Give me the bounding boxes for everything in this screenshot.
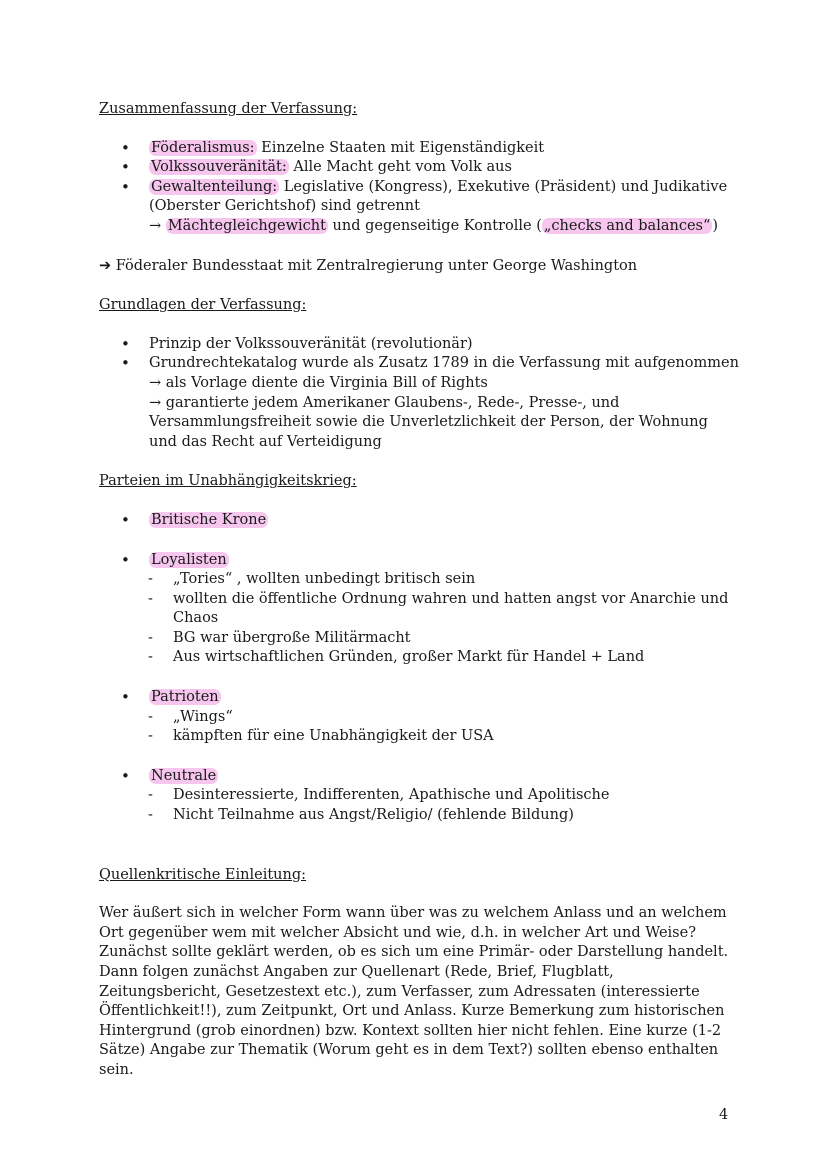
heading-parteien: Parteien im Unabhängigkeitskrieg: [99, 473, 357, 490]
list-item-loyalisten [99, 551, 739, 571]
summary-list [99, 139, 739, 237]
highlight-term: Föderalismus: [151, 139, 255, 156]
highlight-term: Gewaltenteilung: [151, 178, 278, 195]
page-number: 4 [719, 1107, 729, 1123]
list-item [99, 354, 739, 452]
sub-arrow-line: → als Vorlage diente die Virginia Bill of Rights [149, 374, 488, 391]
parteien-list [99, 511, 739, 531]
heading-verfassung-summary: Zusammenfassung der Verfassung: [99, 101, 358, 117]
item-text: Einzelne Staaten mit Eigenständigkeit [256, 139, 545, 156]
highlight-term: Mächtegleichgewicht [167, 217, 326, 234]
sub-arrow-line [149, 217, 739, 237]
list-item-foederalismus [99, 139, 739, 159]
list-item: - wollten die öffentliche Ordnung wahren und hatten angst vor Anarchie und Chaos [99, 590, 739, 629]
item-text: Legislative (Kongress), Exekutive (Präsident) und Judikative (Oberster Gerichtshof) sind getrennt [149, 178, 728, 215]
list-item: - BG war übergroße Militärmacht [99, 629, 739, 649]
highlight-term: Neutrale [151, 767, 217, 784]
patrioten-points [99, 708, 739, 747]
parteien-list [99, 767, 739, 787]
loyalisten-points [99, 570, 739, 668]
highlight-term: Loyalisten [151, 551, 227, 568]
item-text: Grundrechtekatalog wurde als Zusatz 1789 in die Verfassung mit aufgenommen [149, 355, 739, 372]
highlight-term: Volkssouveränität: [151, 159, 287, 176]
list-item: - Nicht Teilnahme aus Angst/Religio/ (fehlende Bildung) [99, 806, 739, 826]
list-item: - „Tories“ , wollten unbedingt britisch sein [99, 570, 739, 590]
item-text: und gegenseitige Kontrolle ( [327, 217, 542, 234]
highlight-term: Britische Krone [151, 511, 267, 528]
list-item-neutrale [99, 767, 739, 787]
list-item: • Prinzip der Volkssouveränität (revolutionär) [99, 335, 739, 355]
list-item: - „Wings“ [99, 708, 739, 728]
list-item: - Desinteressierte, Indifferenten, Apathische und Apolitische [99, 786, 739, 806]
item-text: ) [712, 217, 719, 234]
sub-arrow-line: → garantierte jedem Amerikaner Glaubens-, Rede-, Presse-, und Versammlungsfreiheit sowie die Unverletzlichkeit der Person, der Wohnung und das Recht auf Verteidigung [149, 394, 708, 450]
heading-quellenkritik: Quellenkritische Einleitung: [99, 866, 307, 883]
list-item-britische-krone [99, 511, 739, 531]
heading-verfassung-basics: Grundlagen der Verfassung: [99, 297, 307, 314]
document-page [99, 100, 739, 1081]
highlight-term: „checks and balances“ [543, 217, 711, 234]
list-item-volkssouveraenitaet [99, 158, 739, 178]
bold-arrow-icon: ➔ [99, 257, 112, 274]
list-item: - Aus wirtschaftlichen Gründen, großer Markt für Handel + Land [99, 648, 739, 668]
highlight-term: Patrioten [151, 689, 219, 706]
parteien-list [99, 551, 739, 571]
basics-list [99, 335, 739, 453]
list-item-patrioten [99, 688, 739, 708]
neutrale-points [99, 786, 739, 825]
item-text: Alle Macht geht vom Volk aus [288, 159, 512, 176]
conclusion-line [99, 257, 739, 277]
conclusion-text: Föderaler Bundesstaat mit Zentralregierung unter George Washington [111, 257, 638, 274]
arrow-icon: → [149, 217, 166, 234]
list-item-gewaltenteilung [99, 178, 739, 237]
list-item: - kämpften für eine Unabhängigkeit der USA [99, 727, 739, 747]
quellenkritik-paragraph: Wer äußert sich in welcher Form wann über was zu welchem Anlass und an welchem Ort gegenüber wem mit welcher Absicht und wie, d.h. in welcher Art und Weise? Zunächst sollte geklärt werden, ob es sich um eine Primär- oder Darstellung handelt. Dann folgen zunächst Angaben zur Quellenart (Rede, Brief, Flugblatt, Zeitungsbericht, Gesetzestext etc.), zum Verfasser, zum Adressaten (interessierte Öffentlichkeit!!), zum Zeitpunkt, Ort und Anlass. Kurze Bemerkung zum historischen Hintergrund (grob einordnen) bzw. Kontext sollten hier nicht fehlen. Eine kurze (1-2 Sätze) Angabe zur Thematik (Worum geht es in dem Text?) sollten ebenso enthalten sein. [99, 905, 729, 1078]
parteien-list [99, 688, 739, 708]
